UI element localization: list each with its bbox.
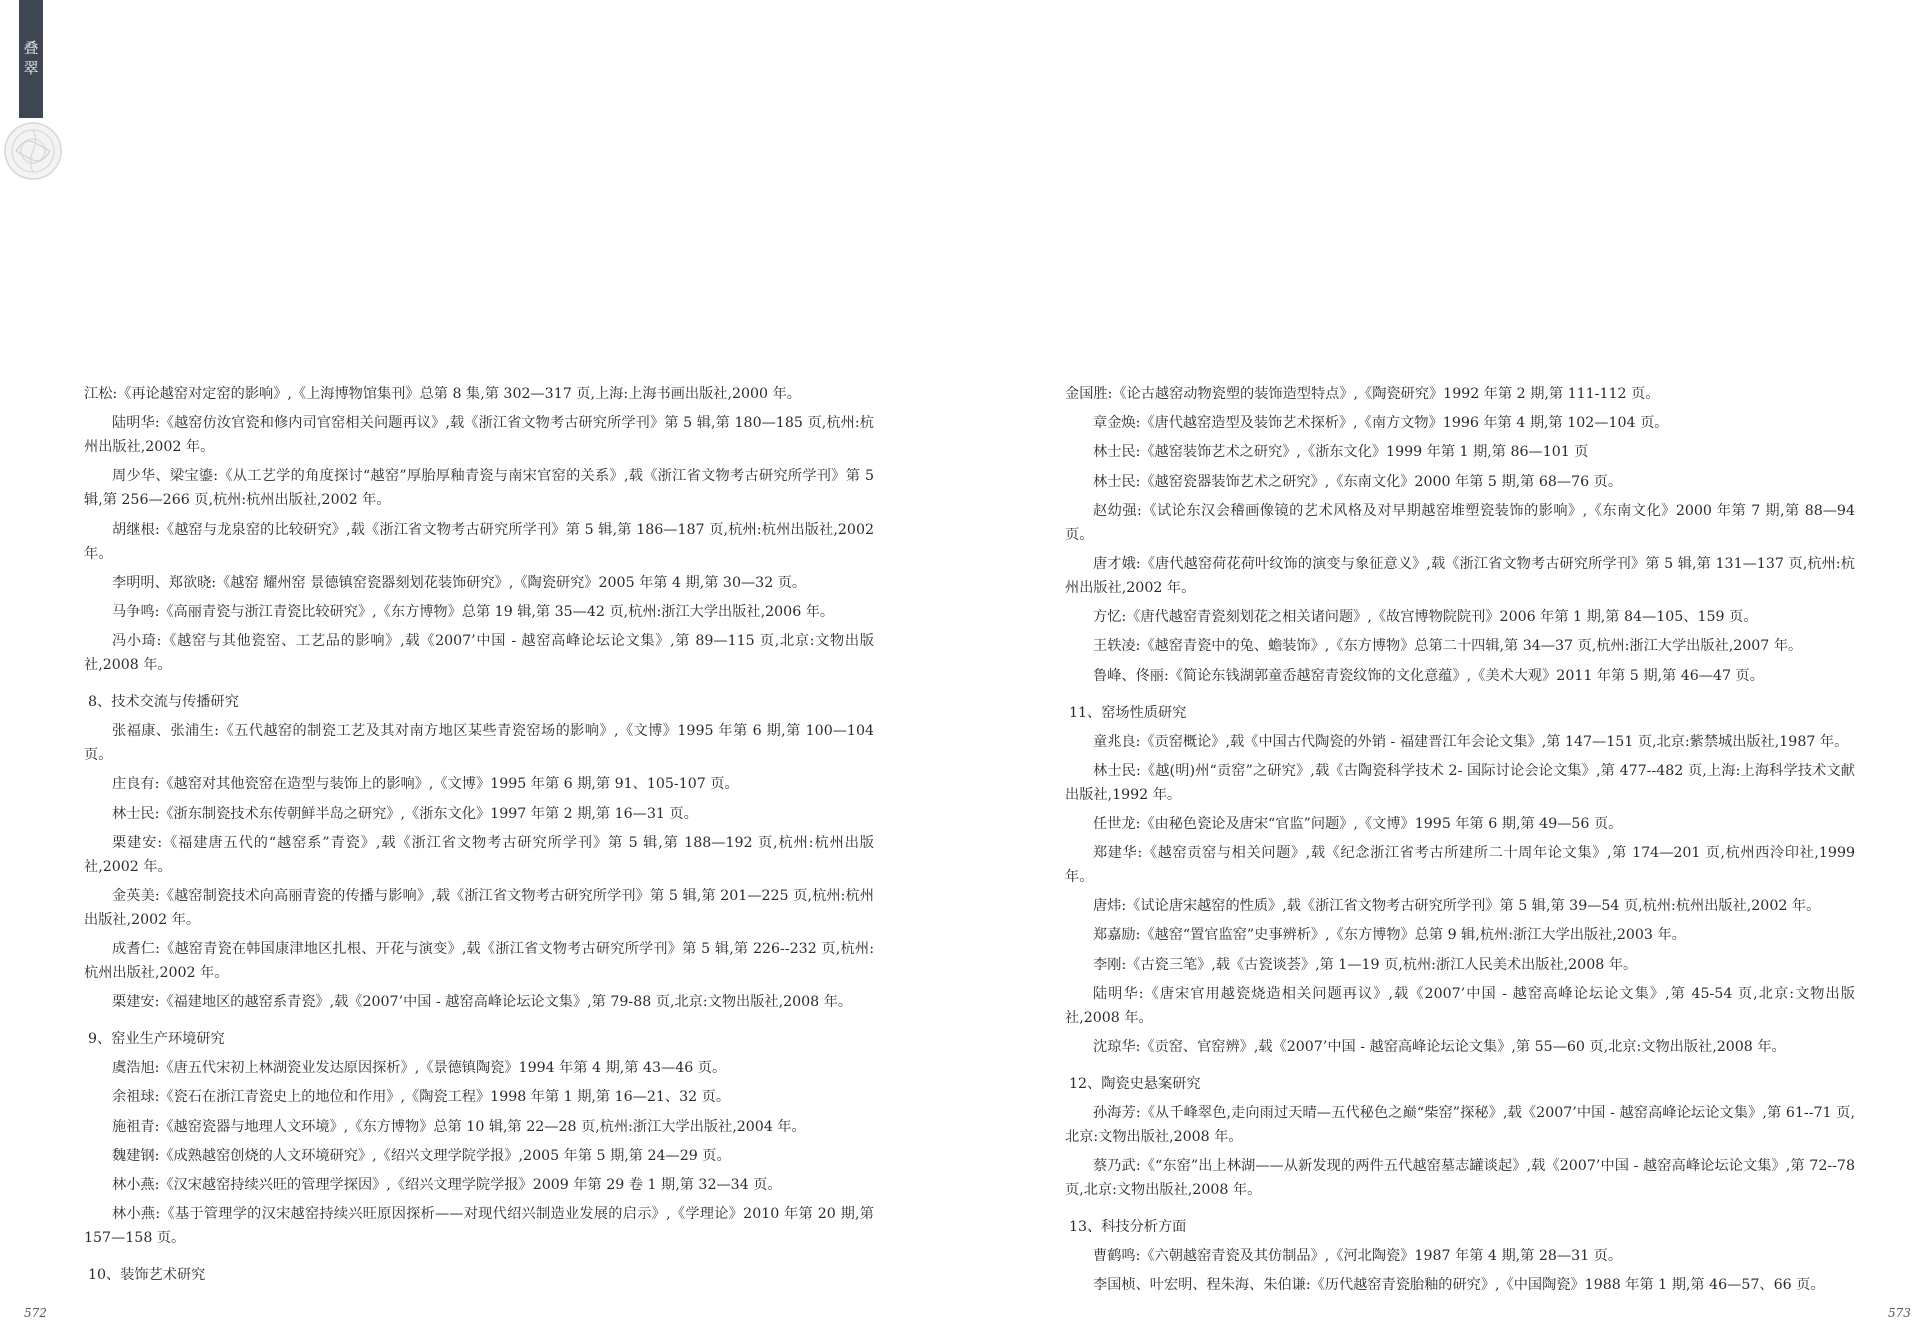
left-page-bibliography: [84, 382, 874, 1292]
bibliography-entry: 李刚:《古瓷三笔》,载《古瓷谈荟》,第 1—19 页,杭州:浙江人民美术出版社,2008 年。: [1093, 956, 1638, 973]
bibliography-entry: 林士民:《越窑装饰艺术之研究》,《浙东文化》1999 年第 1 期,第 86—101 页: [1093, 444, 1589, 461]
section-heading: 11、窑场性质研究: [1069, 704, 1187, 721]
bibliography-entry: 虞浩旭:《唐五代宋初上林湖瓷业发达原因探析》,《景德镇陶瓷》1994 年第 4 期,第 43—46 页。: [112, 1060, 727, 1077]
bibliography-entry: 章金焕:《唐代越窑造型及装饰艺术探析》,《南方文物》1996 年第 4 期,第 102—104 页。: [1093, 415, 1669, 432]
bibliography-entry: 张福康、张浦生:《五代越窑的制瓷工艺及其对南方地区某些青瓷窑场的影响》,《文博》1995 年第 6 期,第 100—104 页。: [84, 723, 874, 764]
bibliography-entry: 魏建钢:《成熟越窑创烧的人文环境研究》,《绍兴文理学院学报》,2005 年第 5 期,第 24—29 页。: [112, 1147, 731, 1164]
bibliography-entry: 陆明华:《唐宋官用越瓷烧造相关问题再议》,载《2007’中国 - 越窑高峰论坛论文集》,第 45-54 页,北京:文物出版社,2008 年。: [1065, 985, 1855, 1026]
bibliography-entry: 方忆:《唐代越窑青瓷刻划花之相关诸问题》,《故宫博物院院刊》2006 年第 1 期,第 84—105、159 页。: [1093, 609, 1758, 626]
section-heading: 12、陶瓷史悬案研究: [1069, 1076, 1201, 1092]
bibliography-entry: 郑嘉励:《越窑“置官监窑”史事辨析》,《东方博物》总第 9 辑,杭州:浙江大学出版社,2003 年。: [1093, 927, 1686, 944]
bibliography-entry: 余祖球:《瓷石在浙江青瓷史上的地位和作用》,《陶瓷工程》1998 年第 1 期,第 16—21、32 页。: [112, 1089, 731, 1106]
section-heading: 8、技术交流与传播研究: [88, 694, 239, 711]
bibliography-entry: 林士民:《浙东制瓷技术东传朝鲜半岛之研究》,《浙东文化》1997 年第 2 期,第 16—31 页。: [112, 805, 698, 822]
section-heading: 9、窑业生产环境研究: [88, 1031, 225, 1048]
right-page-bibliography: [1065, 382, 1855, 1303]
bibliography-entry: 孙海芳:《从千峰翠色,走向雨过天晴—五代秘色之巅“柴窑”探秘》,载《2007’中国 - 越窑高峰论坛论文集》,第 61--71 页,北京:文物出版社,2008 年。: [1065, 1105, 1855, 1145]
bibliography-entry: 冯小琦:《越窑与其他瓷窑、工艺品的影响》,载《2007’中国 - 越窑高峰论坛论文集》,第 89—115 页,北京:文物出版社,2008 年。: [84, 633, 874, 674]
bibliography-entry: 陆明华:《越窑仿汝官瓷和修内司官窑相关问题再议》,载《浙江省文物考古研究所学刊》第 5 辑,第 180—185 页,杭州:杭州出版社,2002 年。: [84, 415, 874, 456]
bibliography-entry: 林小燕:《基于管理学的汉宋越窑持续兴旺原因探析——对现代绍兴制造业发展的启示》,《学理论》2010 年第 20 期,第 157—158 页。: [84, 1206, 874, 1247]
bibliography-entry: 金英美:《越窑制瓷技术向高丽青瓷的传播与影响》,载《浙江省文物考古研究所学刊》第 5 辑,第 201—225 页,杭州:杭州出版社,2002 年。: [84, 887, 874, 928]
bibliography-entry: 鲁峰、佟丽:《简论东钱湖郭童岙越窑青瓷纹饰的文化意蕴》,《美术大观》2011 年第 5 期,第 46—47 页。: [1093, 667, 1764, 684]
bibliography-entry: 施祖青:《越窑瓷器与地理人文环境》,《东方博物》总第 10 辑,第 22—28 页,杭州:浙江大学出版社,2004 年。: [112, 1118, 806, 1135]
bibliography-entry: 蔡乃武:《“东窑”出上林湖——从新发现的两件五代越窑墓志罐谈起》,载《2007’中国 - 越窑高峰论坛论文集》,第 72--78 页,北京:文物出版社,2008 年。: [1065, 1158, 1855, 1199]
bibliography-entry: 赵幼强:《试论东汉会稽画像镜的艺术风格及对早期越窑堆塑瓷装饰的影响》,《东南文化》2000 年第 7 期,第 88—94 页。: [1065, 502, 1855, 543]
bibliography-entry: 成耆仁:《越窑青瓷在韩国康津地区扎根、开花与演变》,载《浙江省文物考古研究所学刊》第 5 辑,第 226--232 页,杭州:杭州出版社,2002 年。: [84, 941, 874, 982]
bibliography-entry: 任世龙:《由秘色瓷论及唐宋“官监”问题》,《文博》1995 年第 6 期,第 49—56 页。: [1093, 815, 1623, 832]
bibliography-entry: 江松:《再论越窑对定窑的影响》,《上海博物馆集刊》总第 8 集,第 302—317 页,上海:上海书画出版社,2000 年。: [84, 386, 801, 402]
section-heading: 13、科技分析方面: [1069, 1219, 1187, 1236]
bibliography-entry: 李国桢、叶宏明、程朱海、朱伯谦:《历代越窑青瓷胎釉的研究》,《中国陶瓷》1988 年第 1 期,第 46—57、66 页。: [1093, 1277, 1825, 1294]
bibliography-entry: 郑建华:《越窑贡窑与相关问题》,载《纪念浙江省考古所建所二十周年论文集》,第 174—201 页,杭州西泠印社,1999 年。: [1065, 845, 1855, 886]
section-tab: [19, 0, 43, 118]
bibliography-entry: 沈琼华:《贡窑、官窑辨》,载《2007’中国 - 越窑高峰论坛论文集》,第 55—60 页,北京:文物出版社,2008 年。: [1093, 1039, 1786, 1055]
right-page-number: 573: [1888, 1306, 1911, 1320]
section-tab-label: 叠翠: [23, 39, 39, 77]
bibliography-entry: 唐才娥:《唐代越窑荷花荷叶纹饰的演变与象征意义》,载《浙江省文物考古研究所学刊》第 5 辑,第 131—137 页,杭州:杭州出版社,2002 年。: [1065, 555, 1855, 596]
bibliography-entry: 栗建安:《福建地区的越窑系青瓷》,载《2007’中国 - 越窑高峰论坛论文集》,第 79-88 页,北京:文物出版社,2008 年。: [112, 994, 853, 1011]
bibliography-entry: 李明明、郑欲晓:《越窑 耀州窑 景德镇窑瓷器刻划花装饰研究》,《陶瓷研究》2005 年第 4 期,第 30—32 页。: [112, 574, 807, 591]
section-heading: 10、装饰艺术研究: [88, 1267, 206, 1284]
bibliography-entry: 马争鸣:《高丽青瓷与浙江青瓷比较研究》,《东方博物》总第 19 辑,第 35—42 页,杭州:浙江大学出版社,2006 年。: [112, 603, 835, 620]
seal-ornament-icon: [2, 120, 64, 182]
bibliography-entry: 胡继根:《越窑与龙泉窑的比较研究》,载《浙江省文物考古研究所学刊》第 5 辑,第 186—187 页,杭州:杭州出版社,2002 年。: [84, 521, 874, 562]
bibliography-entry: 童兆良:《贡窑概论》,载《中国古代陶瓷的外销 - 福建晋江年会论文集》,第 147—151 页,北京:紫禁城出版社,1987 年。: [1093, 733, 1849, 750]
bibliography-entry: 庄良有:《越窑对其他瓷窑在造型与装饰上的影响》,《文博》1995 年第 6 期,第 91、105-107 页。: [112, 776, 739, 793]
bibliography-entry: 金国胜:《论古越窑动物瓷塑的装饰造型特点》,《陶瓷研究》1992 年第 2 期,第 111-112 页。: [1065, 386, 1660, 402]
bibliography-entry: 林士民:《越窑瓷器装饰艺术之研究》,《东南文化》2000 年第 5 期,第 68—76 页。: [1093, 473, 1623, 490]
bibliography-entry: 王轶凌:《越窑青瓷中的兔、蟾装饰》,《东方博物》总第二十四辑,第 34—37 页,杭州:浙江大学出版社,2007 年。: [1093, 638, 1803, 655]
left-page-number: 572: [24, 1306, 47, 1320]
bibliography-entry: 栗建安:《福建唐五代的“越窑系”青瓷》,载《浙江省文物考古研究所学刊》第 5 辑,第 188—192 页,杭州:杭州出版社,2002 年。: [84, 834, 874, 875]
bibliography-entry: 曹鹤鸣:《六朝越窑青瓷及其仿制品》,《河北陶瓷》1987 年第 4 期,第 28—31 页。: [1093, 1248, 1623, 1265]
bibliography-entry: 唐炜:《试论唐宋越窑的性质》,载《浙江省文物考古研究所学刊》第 5 辑,第 39—54 页,杭州:杭州出版社,2002 年。: [1093, 898, 1821, 915]
bibliography-entry: 周少华、梁宝鎏:《从工艺学的角度探讨“越窑”厚胎厚釉青瓷与南宋官窑的关系》,载《浙江省文物考古研究所学刊》第 5 辑,第 256—266 页,杭州:杭州出版社,2002 年。: [84, 468, 874, 509]
bibliography-entry: 林小燕:《汉宋越窑持续兴旺的管理学探因》,《绍兴文理学院学报》2009 年第 29 卷 1 期,第 32—34 页。: [112, 1177, 782, 1193]
bibliography-entry: 林士民:《越(明)州“贡窑”之研究》,载《古陶瓷科学技术 2- 国际讨论会论文集》,第 477--482 页,上海:上海科学技术文献出版社,1992 年。: [1065, 762, 1855, 803]
